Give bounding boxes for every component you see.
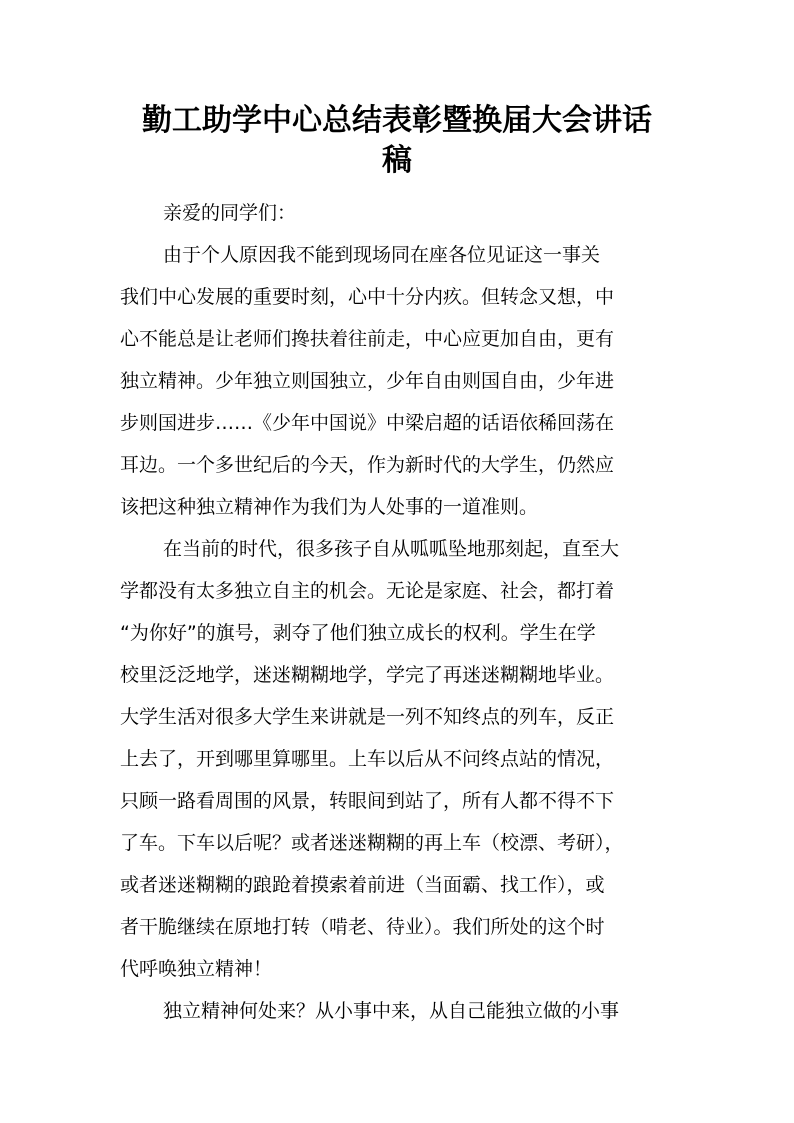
- paragraph-2-line-5: 大学生活对很多大学生来讲就是一列不知终点的列车，反正: [120, 706, 615, 728]
- paragraph-1-line-4: 独立精神。少年独立则国独立，少年自由则国自由，少年进: [120, 370, 615, 392]
- paragraph-2-line-4: 校里泛泛地学，迷迷糊糊地学，学完了再迷迷糊糊地毕业。: [120, 664, 615, 686]
- document-title-line-1: 勤工助学中心总结表彰暨换届大会讲话: [142, 103, 652, 138]
- paragraph-2-line-7: 只顾一路看周围的风景，转眼间到站了，所有人都不得不下: [120, 790, 615, 812]
- paragraph-1-line-6: 耳边。一个多世纪后的今天，作为新时代的大学生，仍然应: [120, 454, 615, 476]
- salutation: 亲爱的同学们：: [163, 202, 297, 224]
- paragraph-2-line-1: 在当前的时代，很多孩子自从呱呱坠地那刻起，直至大: [163, 538, 620, 560]
- paragraph-1-line-2: 我们中心发展的重要时刻，心中十分内疚。但转念又想，中: [120, 286, 615, 308]
- paragraph-1-line-1: 由于个人原因我不能到现场同在座各位见证这一事关: [163, 244, 601, 266]
- paragraph-2-line-9: 或者迷迷糊糊的踉跄着摸索着前进（当面霸、找工作），或: [120, 874, 605, 896]
- paragraph-2-line-6: 上去了，开到哪里算哪里。上车以后从不问终点站的情况，: [120, 748, 615, 770]
- paragraph-2-line-8: 了车。下车以后呢？或者迷迷糊糊的再上车（校漂、考研），: [120, 832, 624, 854]
- document-title-line-2: 稿: [382, 143, 412, 178]
- paragraph-2-line-11: 代呼唤独立精神！: [120, 958, 273, 980]
- paragraph-2-line-3: “为你好”的旗号，剥夺了他们独立成长的权利。学生在学: [120, 622, 596, 644]
- paragraph-1-line-5: 步则国进步……《少年中国说》中梁启超的话语依稀回荡在: [120, 412, 615, 434]
- paragraph-1-line-7: 该把这种独立精神作为我们为人处事的一道准则。: [120, 496, 539, 518]
- paragraph-2-line-10: 者干脆继续在原地打转（啃老、待业）。我们所处的这个时: [120, 916, 605, 938]
- paragraph-2-line-2: 学都没有太多独立自主的机会。无论是家庭、社会，都打着: [120, 580, 615, 602]
- paragraph-3-line-1: 独立精神何处来？从小事中来，从自己能独立做的小事: [163, 1000, 620, 1022]
- paragraph-1-line-3: 心不能总是让老师们搀扶着往前走，中心应更加自由，更有: [120, 328, 615, 350]
